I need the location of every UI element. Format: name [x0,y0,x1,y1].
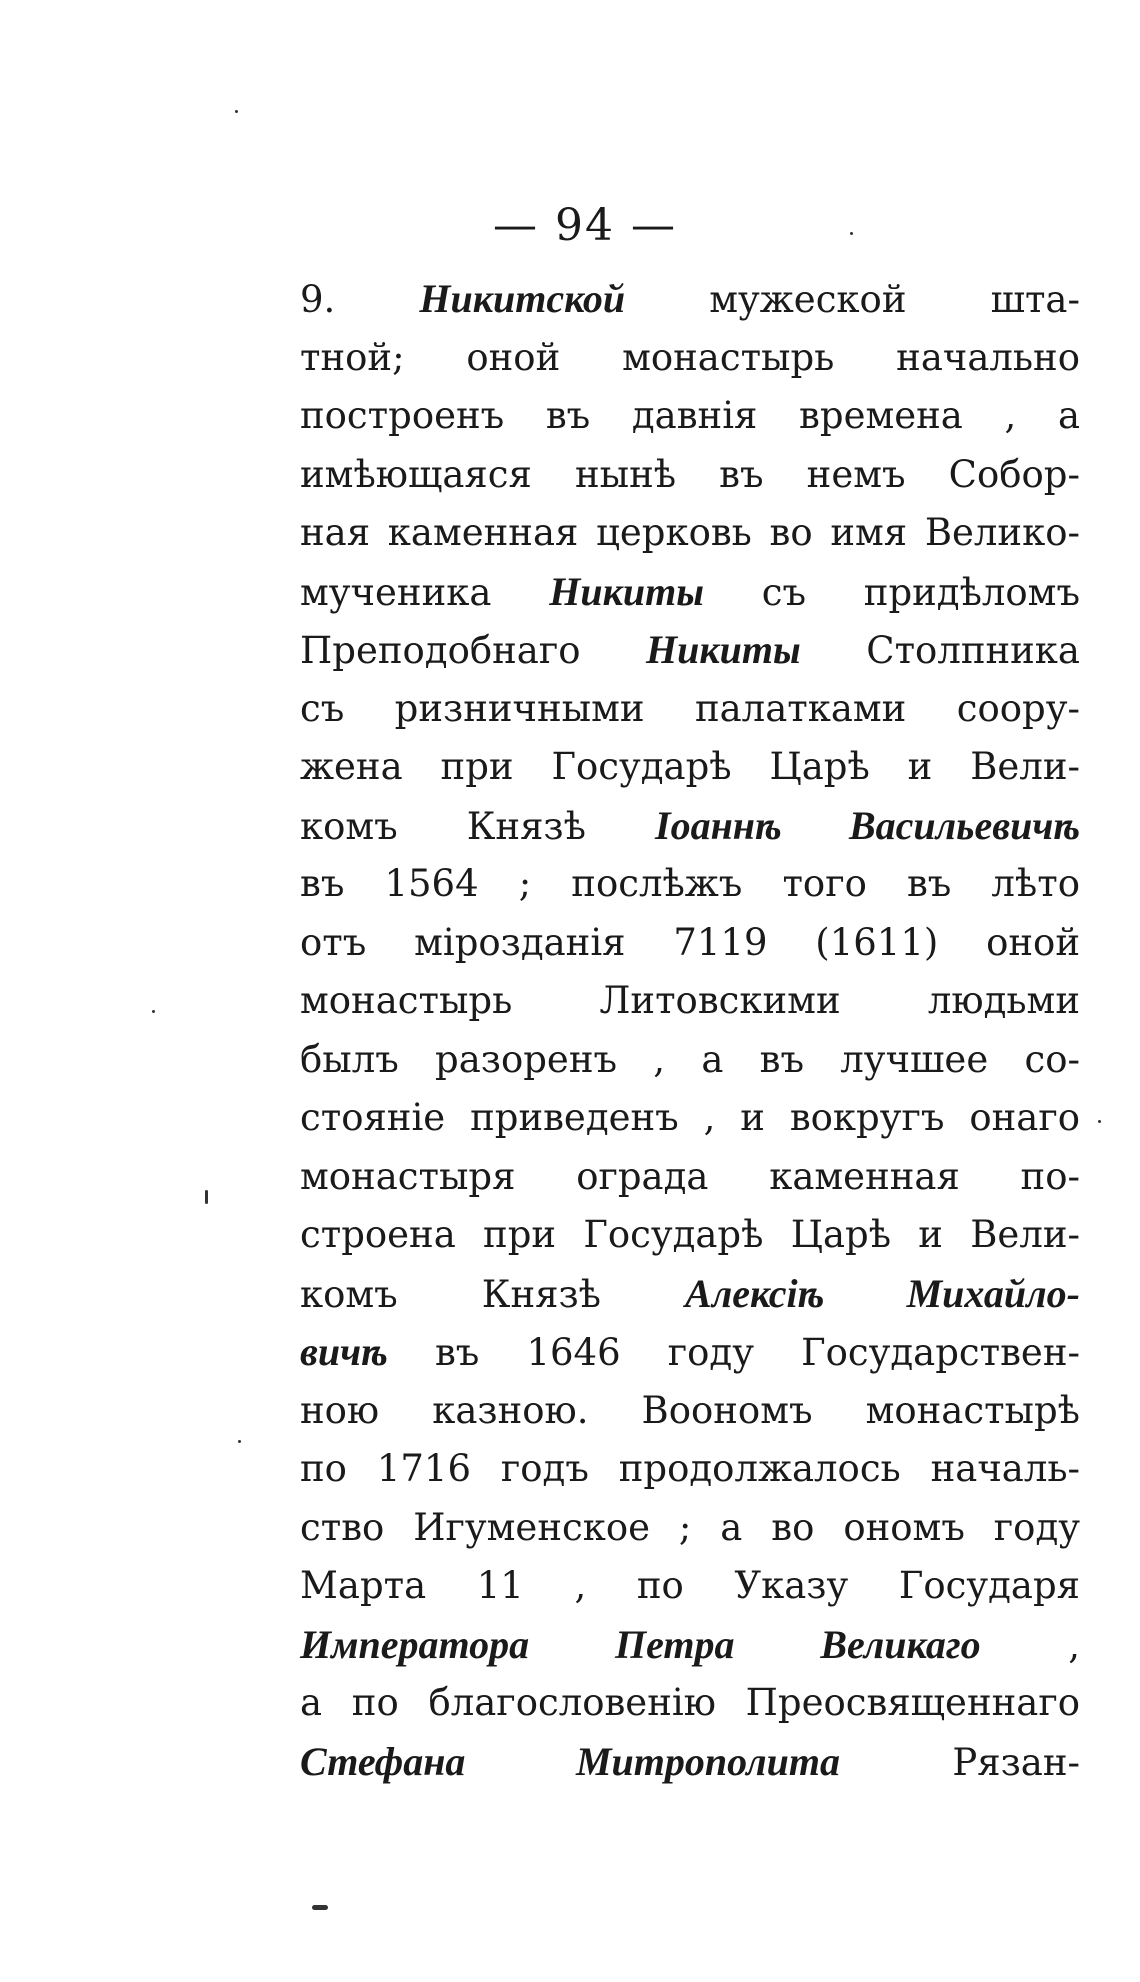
text-segment: комъ Князѣ [300,804,655,848]
text-line [300,1031,1080,1090]
text-segment: построенъ въ давнія времена , а [300,394,1080,437]
text-line [300,621,1080,680]
italic-name: Іоаннѣ Васильевичѣ [655,802,1081,848]
text-line [300,1265,1080,1324]
text-segment: Преподобнаго [300,629,647,672]
text-segment: мужеской шта- [625,278,1080,321]
text-segment: въ 1646 году Государствен- [387,1331,1080,1374]
text-segment: въ 1564 ; послѣжъ того въ лѣто [300,862,1080,905]
text-line [300,446,1080,505]
scan-speck [152,1010,155,1013]
text-line [300,329,1080,388]
italic-name: Никиты [646,627,801,672]
italic-name: Никиты [549,568,704,614]
text-segment: монастырь Литовскими людьми [300,979,1080,1022]
text-line [300,1674,1080,1733]
text-line [300,387,1080,446]
text-line [300,1733,1080,1792]
italic-name: Императора Петра Великаго [300,1621,981,1667]
text-segment: ная каменная церковь во имя Велико- [300,511,1080,554]
italic-name: Стефана Митрополита [300,1738,841,1784]
text-line [300,1499,1080,1558]
text-line [300,1616,1080,1675]
text-segment: комъ Князѣ [300,1272,686,1316]
text-line [300,855,1080,914]
italic-name: Никитской [419,276,626,321]
text-segment: мученика [300,570,550,614]
text-segment: по 1716 годъ продолжалось началь- [300,1447,1080,1490]
text-segment: съ придѣломъ [703,570,1080,614]
text-segment: Рязан- [840,1740,1080,1784]
text-segment: былъ разоренъ , а въ лучшее со- [300,1037,1080,1081]
text-segment: ною казною. Воономъ монастырѣ [300,1388,1080,1432]
text-line [300,797,1080,856]
scan-speck [312,1905,328,1910]
text-segment: строена при Государѣ Царѣ и Вели- [300,1213,1080,1256]
text-line [300,1323,1080,1382]
scan-speck [235,110,238,113]
text-segment: имѣющаяся нынѣ въ немъ Собор- [300,452,1080,496]
text-segment: жена при Государѣ Царѣ и Вели- [300,745,1080,788]
text-line [300,972,1080,1031]
text-segment: , [980,1623,1081,1667]
page-number: — 94 — [493,200,677,251]
text-segment: ство Игуменское ; а во ономъ году [300,1505,1080,1549]
text-line [300,1440,1080,1499]
text-line [300,504,1080,563]
text-segment: отъ мірозданія 7119 (1611) оной [300,920,1080,964]
text-segment: а по благословенію Преосвященнаго [300,1681,1080,1724]
text-line [300,270,1080,329]
scan-speck [238,1440,241,1443]
text-line [300,680,1080,739]
text-segment: тной; оной монастырь начально [300,335,1080,379]
italic-name: Алексіѣ Михайло- [685,1270,1080,1316]
text-segment: съ ризничными палатками соору- [300,686,1080,730]
scan-speck [205,1190,208,1204]
text-segment: Столпника [800,629,1080,672]
text-segment: стояніе приведенъ , и вокругъ онаго [300,1096,1080,1139]
text-line [300,1557,1080,1616]
text-segment: монастыря ограда каменная по- [300,1154,1080,1198]
text-line [300,738,1080,797]
text-line [300,914,1080,973]
text-line [300,1382,1080,1441]
text-line [300,563,1080,622]
text-segment: Марта 11 , по Указу Государя [300,1564,1080,1607]
body-paragraph [300,270,1080,1791]
text-segment: 9. [300,278,420,321]
scan-speck [1098,1120,1101,1123]
text-line [300,1206,1080,1265]
scan-speck [850,232,853,235]
text-line [300,1148,1080,1207]
text-line [300,1089,1080,1148]
italic-name: вичѣ [300,1329,388,1374]
